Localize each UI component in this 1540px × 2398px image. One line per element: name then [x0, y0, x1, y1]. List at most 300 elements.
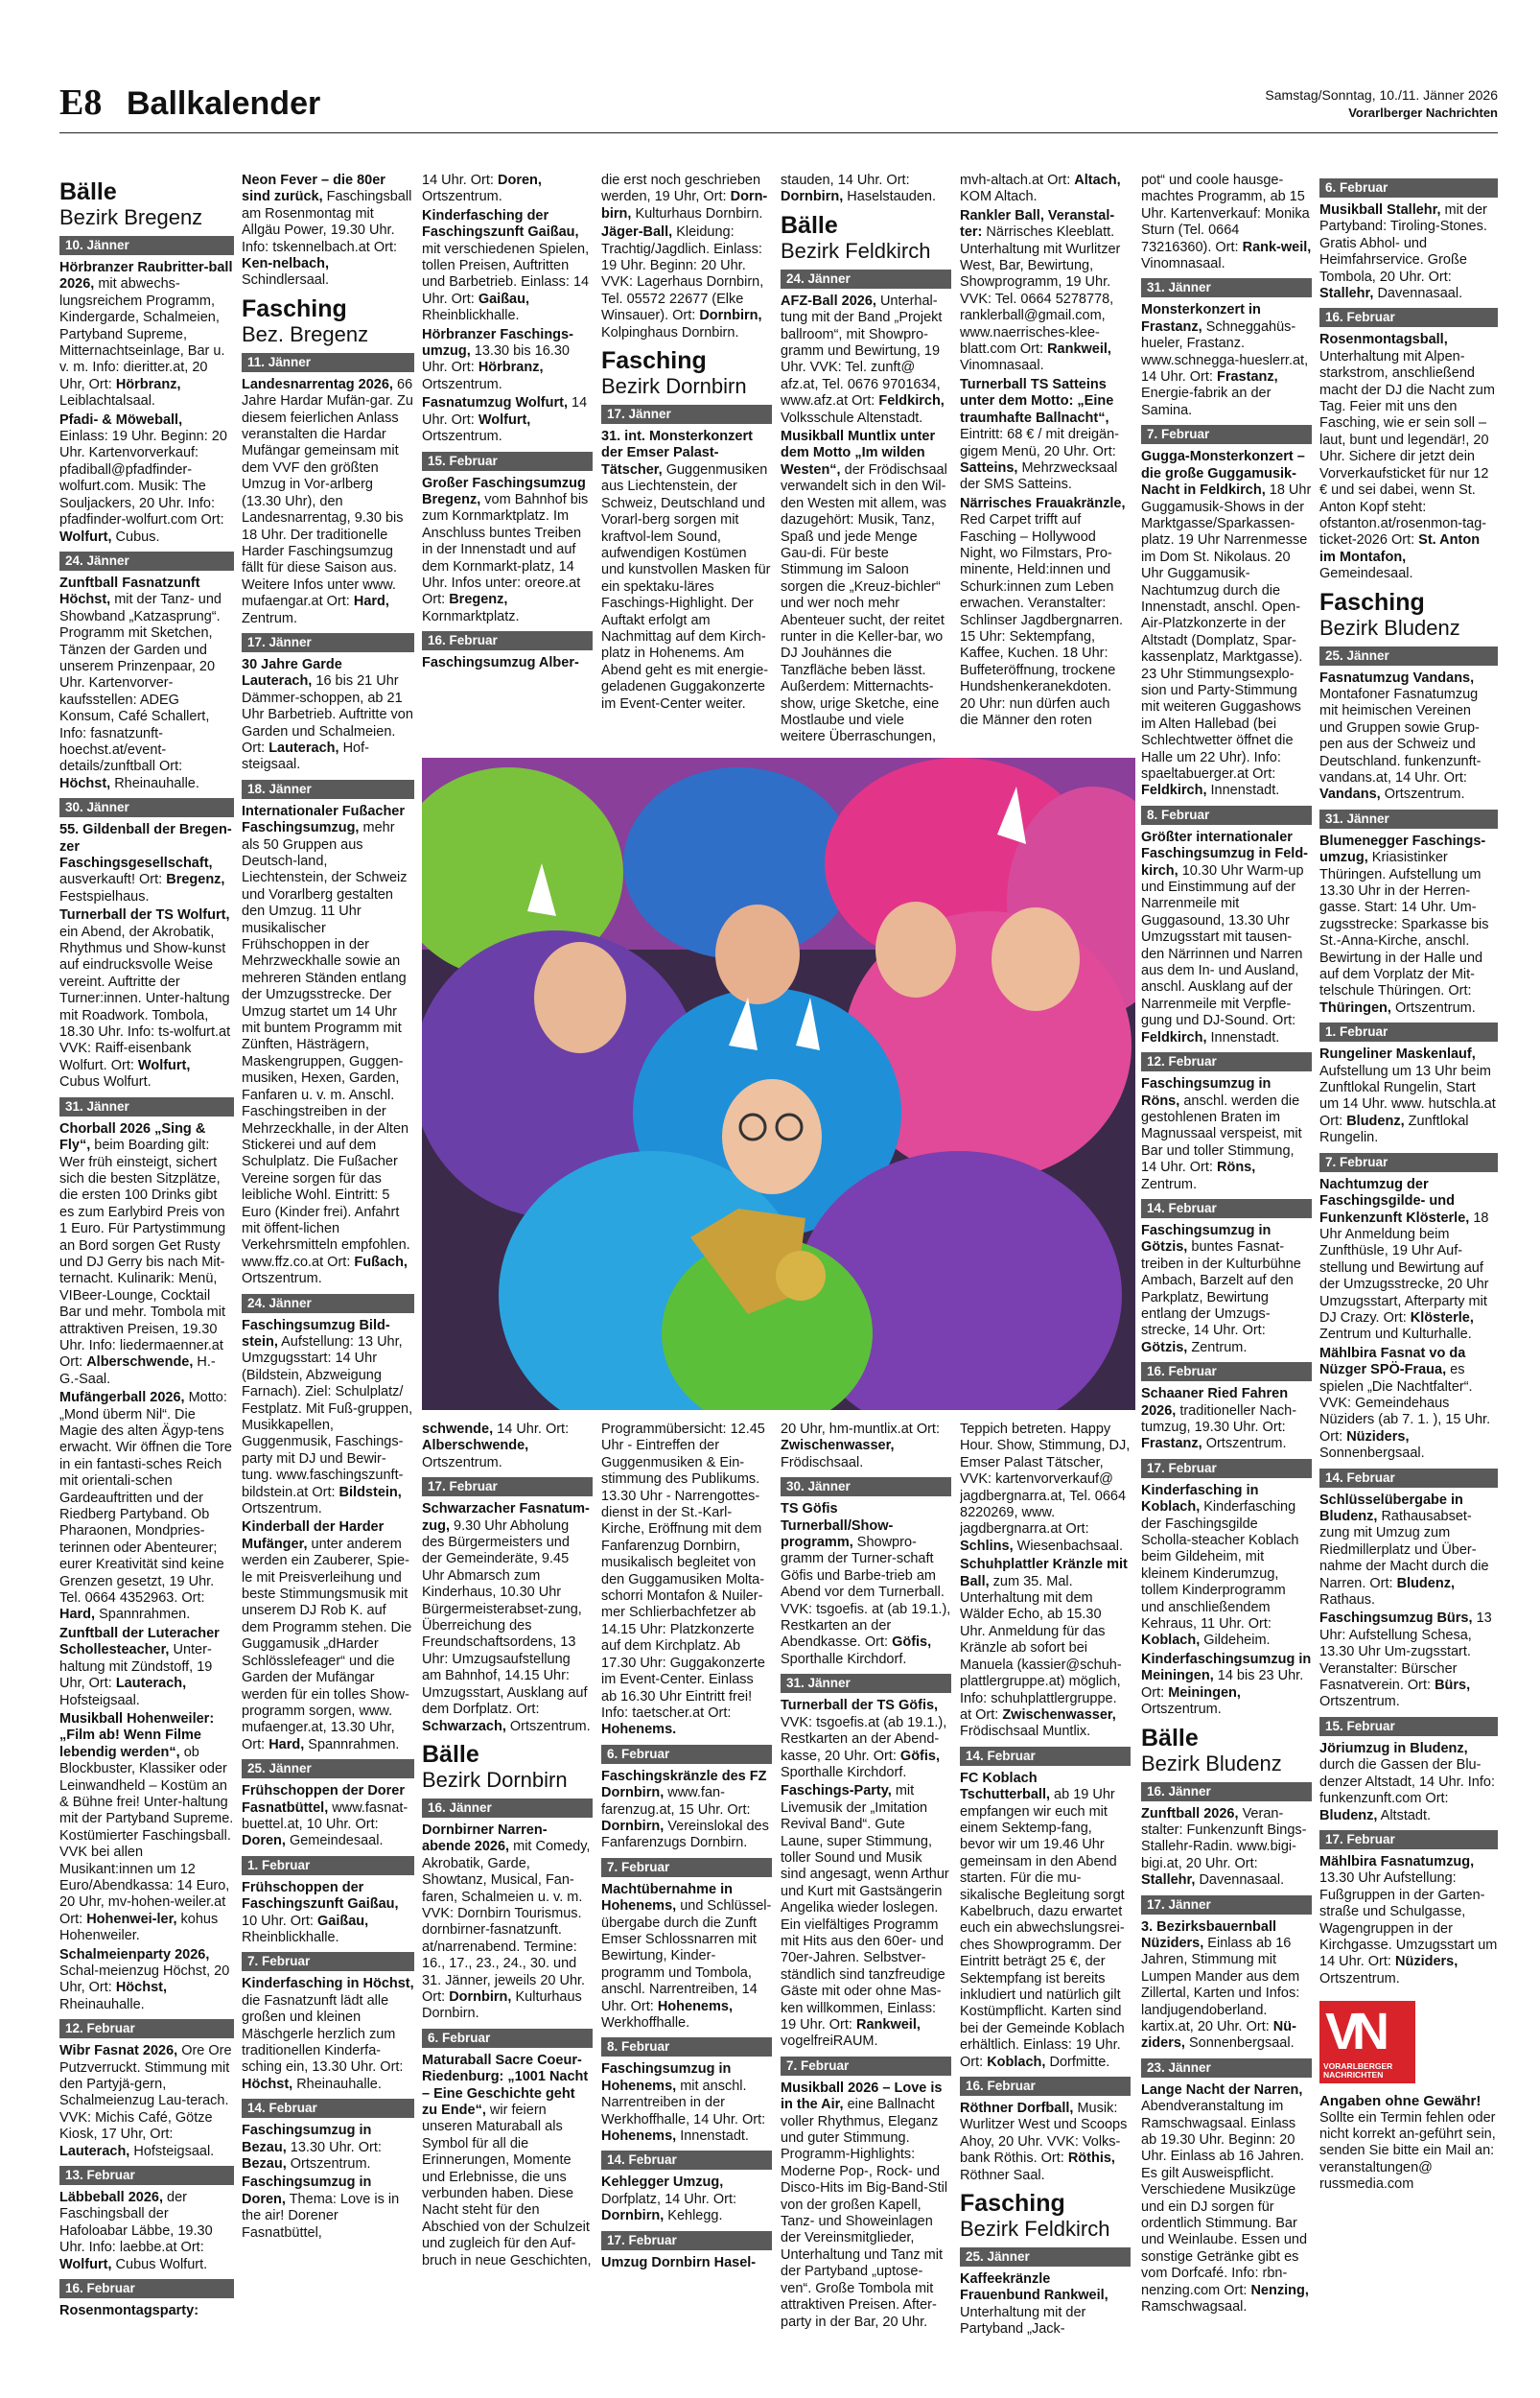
event-venue: Leiblachtalsaal.: [59, 393, 155, 410]
event-entry: [1319, 1610, 1498, 1710]
district-heading: Bezirk Feldkirch: [781, 238, 931, 263]
district-heading: Bez. Bregenz: [242, 321, 369, 346]
event-text: Unterhal-tung mit der Band „Projekt ballroom“, mit Showpro-gramm und Bewirtung, 19 Uhr. VVK: Tel. zunft@ afz.at, Tel. 0676 9701634, www.afz.at Ort:: [781, 293, 943, 410]
event-place: Höchst,: [242, 2076, 293, 2092]
date-bar: 17. Jänner: [601, 405, 772, 424]
event-venue: Ortszentrum.: [422, 376, 502, 392]
event-venue: Hofsteigsaal.: [59, 1692, 140, 1708]
event-venue: Rheinauhalle.: [59, 1996, 145, 2012]
event-place: Gaißau,: [478, 291, 530, 307]
section-heading: Fasching: [242, 294, 347, 322]
event-title: Röthner Dorfball,: [960, 2101, 1074, 2117]
date-bar: 12. Februar: [59, 2019, 234, 2038]
event-text: eine Ballnacht voller Rhythmus, Eleganz und guter Stimmung. Programm-Highlights: Moderne Pop-, Rock- und Disco-Hits im Big-Band-Stil von der großen Kapell, Tanz- und Showeinlagen der Vereinsmitglieder, Unterhaltung und Tanz mit der Partyband „uptose-ven“. Große Tombola mit attraktiven Preisen. After-party in der Bar, 20 Uhr.: [781, 2097, 948, 2330]
event-title: Chorball 2026 „Sing & Fly“,: [59, 1120, 206, 1154]
event-entry: [1141, 2082, 1312, 2316]
event-venue: Röthner Saal.: [960, 2167, 1045, 2183]
event-place: Lauterach,: [59, 2143, 130, 2159]
event-place: Dornbirn,: [601, 1818, 665, 1834]
event-title: Rosenmontagsball,: [1319, 332, 1448, 348]
page-number: E8: [59, 82, 103, 123]
event-text: 10.30 Uhr Warm-up und Einstimmung auf der Narrenmeile mit Guggasound, 13.30 Uhr Umzugsstart mit tausen-den Närrinnen und Narren aus dem In- und Ausland, anschl. Ausklang auf der Narrenmeile mit Verpfle-gung und DJ-Sound. Ort:: [1141, 862, 1304, 1029]
event-venue: Rheinblickhalle.: [242, 1929, 339, 1945]
event-venue: Frödischsaal.: [781, 1454, 864, 1470]
event-place: Lauterach,: [268, 740, 339, 756]
event-entry: [59, 907, 234, 1091]
event-venue: Gildeheim.: [1200, 1633, 1271, 1649]
event-text: ein Abend, der Akrobatik, Rhythmus und Show-kunst auf eindrucksvolle Weise vereint. Auftritte der Turner:innen. Unter-haltung mit Roadwork. Tombola, 18.30 Uhr. Info: ts-wolfurt.at VVK: Raiff-eisenbank Wolfurt. Ort:: [59, 924, 231, 1073]
date-bar: 7. Februar: [601, 1858, 772, 1877]
event-venue: Cubus Wolfurt.: [111, 2256, 208, 2272]
event-text: pot“ und coole hausge-machtes Programm, ab 15 Uhr. Kartenverkauf: Monika Sturn (Tel. 0664 73216360). Ort:: [1141, 173, 1310, 255]
event-entry: [59, 2190, 234, 2273]
event-title: Zunftball Fasnatzunft Höchst,: [59, 575, 200, 608]
event-entry: [242, 657, 414, 774]
event-entry: [59, 576, 234, 792]
event-venue: Cubus Wolfurt.: [59, 1074, 152, 1091]
section-title: Ballkalender: [127, 85, 321, 122]
event-text: 13 Uhr: Aufstellung Schesa, 13.30 Uhr Um-zugsstart. Veranstalter: Bürscher Fasnatverein. Ort:: [1319, 1610, 1492, 1694]
logo-subtitle: VORARLBERGER NACHRICHTEN: [1323, 2061, 1393, 2081]
section-heading: Bälle: [1141, 1724, 1199, 1751]
event-title: Rankler Ball, Veranstal-ter:: [960, 207, 1115, 241]
event-venue: Zentrum.: [1187, 1339, 1248, 1355]
event-title: Maturaball Sacre Coeur-Riedenburg: „1001 Nacht – Eine Geschichte geht zu Ende“,: [422, 2052, 589, 2118]
event-venue: Vinomnasaal.: [960, 358, 1044, 374]
district-heading: Bezirk Dornbirn: [422, 1767, 568, 1792]
event-entry: [59, 2043, 234, 2160]
date-bar: 24. Jänner: [59, 552, 234, 571]
event-place: Bregenz,: [449, 592, 508, 608]
date-bar: 16. Februar: [59, 2279, 234, 2298]
event-text: Schal-meienzug Höchst, 20 Uhr, Ort:: [59, 1963, 230, 1996]
event-place: Göfis,: [892, 1634, 932, 1651]
event-place: Doren,: [497, 173, 542, 188]
event-text: 10 Uhr. Ort:: [242, 1913, 317, 1929]
event-title: Neon Fever – die 80er sind zurück,: [242, 173, 385, 205]
event-entry: [242, 1318, 414, 1518]
event-place: Rankweil,: [1047, 341, 1111, 358]
date-bar: 14. Februar: [1141, 1199, 1312, 1218]
event-text: die Fasnatzunft lädt alle großen und kleinen Mäschgerle herzlich zum traditionellen Kinderfa-sching ein, 13.30 Uhr. Ort:: [242, 1992, 404, 2076]
date-bar: 1. Februar: [242, 1856, 414, 1875]
event-title: Läbbeball 2026,: [59, 2190, 163, 2206]
event-entry: [960, 1771, 1131, 2071]
event-venue: Davennasaal.: [1373, 286, 1463, 302]
date-bar: 13. Februar: [59, 2166, 234, 2185]
event-place: Gaißau,: [316, 1913, 369, 1929]
column-6-top: [960, 173, 1131, 748]
event-venue: Innenstadt.: [1206, 1029, 1280, 1046]
event-entry: [960, 1557, 1131, 1740]
event-entry: [601, 2061, 772, 2145]
event-title: Monsterkonzert in Frastanz,: [1141, 302, 1261, 335]
event-venue: Ortszentrum.: [422, 429, 502, 445]
header-rule: [59, 132, 1498, 133]
event-venue: Ortszentrum.: [242, 1271, 322, 1287]
date-bar: 24. Jänner: [242, 1294, 414, 1313]
event-entry: [960, 173, 1131, 206]
event-text: und Schlüssel-übergabe durch die Zunft Emser Schlossnarren mit Bewirtung, Kinder-programm und Tombola, anschl. Narrentreiben, 14 Uhr. Ort:: [601, 1898, 772, 2014]
event-text: Montafoner Fasnatumzug mit heimischen Vereinen und Gruppen sowie Grup-pen aus der Schweiz und Deutschland. funkenzunft-vandans.at, 14 Uhr. Ort:: [1319, 686, 1482, 786]
event-place: Wolfurt,: [59, 529, 112, 545]
event-entry: [1319, 1493, 1498, 1610]
date-bar: 17. Februar: [1141, 1459, 1312, 1478]
event-title: Landesnarrentag 2026,: [242, 376, 393, 392]
date-bar: 31. Jänner: [1319, 810, 1498, 829]
event-entry: [422, 1422, 593, 1471]
event-place: Röns,: [1216, 1160, 1256, 1176]
event-place: Alberschwende,: [422, 1438, 529, 1454]
event-place: Bezau,: [242, 2156, 287, 2173]
event-text: Teppich betreten. Happy Hour. Show, Stimmung, DJ, Emser Palast Tätscher, VVK: kartenvorverkauf@ jagdbergnarra.at, Tel. 0664 8220269, www. jagdbergnarra.at Ort:: [960, 1422, 1131, 1538]
event-entry: [242, 1976, 414, 2093]
event-entry: [601, 2175, 772, 2224]
event-venue: Festspielhaus.: [59, 888, 150, 905]
event-place: Frastanz,: [1216, 369, 1278, 386]
event-venue: Ortszentrum.: [1390, 999, 1476, 1016]
event-entry: [422, 173, 593, 206]
event-text: Unterhaltung mit der Partyband „Jack-: [960, 2304, 1086, 2338]
event-title: Turnerball der TS Göfis,: [781, 1698, 939, 1714]
event-place: Stallehr,: [1141, 1872, 1196, 1889]
event-title: Schwarzacher Fasnatum-zug,: [422, 1501, 590, 1534]
event-place: Bürs,: [1435, 1678, 1471, 1694]
event-place: Hohenems,: [601, 2128, 677, 2145]
event-title: Kinderball der Harder Mufänger,: [242, 1519, 385, 1552]
event-text: 13.30 bis 16.30 Uhr. Ort:: [422, 343, 570, 376]
event-entry: [601, 173, 772, 223]
event-title: Faschingsumzug in Bezau,: [242, 2123, 372, 2155]
event-text: vom Bahnhof bis zum Kornmarktplatz. Im Anschluss buntes Treiben in der Innenstadt und auf dem Kornmarkt-platz, 14 Uhr. Infos unter: oreore.at Ort:: [422, 491, 589, 608]
event-text: 14 Uhr. Ort:: [497, 1422, 570, 1437]
event-text: Showpro-gramm der Turner-schaft Göfis und Barbe-trieb am Abend vor dem Turnerball. VVK: tsgoefis. at (ab 19.1.), Restkarten an der Abendkasse. Ort:: [781, 1535, 951, 1651]
event-venue: KOM Altach.: [960, 189, 1038, 205]
event-place: Nü-ziders,: [1141, 2018, 1296, 2052]
event-title: Faschingskränzle des FZ Dornbirn,: [601, 1768, 767, 1801]
event-title: Fasnatumzug Vandans,: [1319, 670, 1475, 686]
event-entry: [422, 1822, 593, 2023]
event-title: Hörbranzer Faschings-umzug,: [422, 326, 573, 360]
event-entry: [1319, 1854, 1498, 1987]
event-entry: [242, 2123, 414, 2173]
event-text: 16 bis 21 Uhr Dämmer-schoppen, ab 21 Uhr Barbetrieb. Auftritte von Garden und Schalmeien. Ort:: [242, 673, 413, 756]
event-entry: [59, 412, 234, 546]
event-title: Nachtumzug der Faschingsgilde- und Funkenzunft Klösterle,: [1319, 1176, 1470, 1226]
event-venue: Innenstadt.: [676, 2128, 749, 2145]
date-bar: 10. Jänner: [59, 236, 234, 255]
district-heading: Bezirk Bludenz: [1141, 1751, 1282, 1775]
event-title: 55. Gildenball der Bregen-zer Faschingsgesellschaft,: [59, 822, 232, 871]
event-venue: Zentrum.: [1141, 1176, 1198, 1192]
event-entry: [242, 173, 414, 290]
event-place: Dornbirn,: [699, 308, 762, 324]
event-entry: [242, 1783, 414, 1850]
date-bar: 14. Februar: [960, 1747, 1131, 1766]
event-entry: [601, 1422, 772, 1739]
event-entry: [1141, 449, 1312, 800]
event-title: Faschingsumzug Bürs,: [1319, 1610, 1473, 1627]
event-text: 18 Uhr Guggamusik-Shows in der Marktgasse/Sparkassen-platz. 19 Uhr Narrenmesse im Dom St. Nikolaus. 20 Uhr Guggamusik-Nachtumzug durch die Innenstadt, anschl. Open-Air-Platzkonzerte in der Altstadt (Domplatz, Spar-kassenplatz, Marktgasse). 23 Uhr Stimmungsexplo-sion und Party-Stimmung mit weiteren Guggashows im Alten Hallebad (bei Schlechtwetter öffnet die Halle um 22 Uhr). Info: spaeltabuerger.at Ort:: [1141, 482, 1312, 782]
section-heading: Bälle: [422, 1740, 479, 1768]
date-bar: 17. Februar: [422, 1477, 593, 1496]
event-text: Rathausabset-zung mit Umzug zum Riedmillerplatz und Über-nahme der Macht durch die Narren. Ort:: [1319, 1509, 1489, 1591]
event-text: 13.30 Uhr. Ort:: [290, 2139, 382, 2155]
date-bar: 25. Jänner: [960, 2247, 1131, 2267]
disclaimer: Angaben ohne Gewähr!: [1319, 2093, 1482, 2110]
event-title: Kinderfasching in Koblach,: [1141, 1482, 1259, 1516]
event-text: mit anschl. Narrentreiben in der Werkhoffhalle, 14 Uhr. Ort:: [601, 2078, 766, 2128]
event-title: Rungeliner Maskenlauf,: [1319, 1046, 1476, 1063]
event-text: Unter-haltung mit Zündstoff, 19 Uhr, Ort:: [59, 1642, 213, 1692]
event-entry: [1141, 1386, 1312, 1453]
column-3-top: [422, 173, 593, 748]
event-text: mit der Partyband: Tiroling-Stones. Gratis Abhol- und Heimfahrservice. Große Tombola, 20 Uhr. Ort:: [1319, 202, 1487, 285]
date-bar: 30. Jänner: [59, 798, 234, 817]
event-place: St. Anton im Montafon,: [1319, 532, 1481, 565]
event-title: 31. int. Monsterkonzert der Emser Palast-Tätscher,: [601, 429, 753, 478]
event-venue: Zunftlokal Rungelin.: [1319, 1113, 1469, 1146]
event-entry: [1141, 302, 1312, 419]
event-entry: [1141, 1806, 1312, 1890]
event-entry: [422, 476, 593, 626]
event-place: Hard,: [59, 1607, 96, 1623]
event-text: beim Boarding gilt: Wer früh einsteigt, sichert sich die besten Sitzplätze, die ersten 100 Drinks gibt es zum Earlybird Preis von 1 Euro. Für Partystimmung an Bord sorgen Get Rusty und DJ Gerry bis nach Mit-ternacht. Kulinarik: Menü, VIBeer-Lounge, Cocktail Bar und mehr. Tombola mit attraktiven Preisen, 19.30 Uhr. Info: liedermaenner.at Ort:: [59, 1138, 226, 1371]
event-venue: Hofsteigsaal.: [129, 2143, 215, 2159]
event-text: Programmübersicht: 12.45 Uhr - Eintreffen der Guggenmusiken & Ein-stimmung des Publikums. 13.30 Uhr - Narrengottes-dienst in der St.-Karl-Kirche, Eröffnung mit dem Fanfarenzug Dornbirn, musikalisch begleitet von den Guggamusiken Molta-schorri Montafon & Nuiler-mer Schlierbachfetzer ab 14.15 Uhr: Platzkonzerte auf dem Kirchplatz. Ab 17.30 Uhr: Guggakonzerte im Event-Center. Einlass ab 16.30 Uhr Eintritt frei! Info: taetscher.at Ort:: [601, 1422, 765, 1721]
event-place: Thüringen,: [1319, 999, 1391, 1016]
event-venue: Mehrzwecksaal der SMS Satteins.: [960, 459, 1118, 493]
column-4-top: [601, 173, 772, 748]
event-entry: [781, 1501, 951, 1668]
event-venue: Spannrahmen.: [304, 1736, 400, 1752]
event-venue: Spannrahmen.: [95, 1607, 191, 1623]
date-bar: 14. Februar: [1319, 1469, 1498, 1488]
event-title: Musikball Hohenweiler: „Film ab! Wenn Filme lebendig werden“,: [59, 1710, 215, 1760]
date-bar: 11. Jänner: [242, 353, 414, 372]
event-text: der Frödischsaal verwandelt sich in den Wil-den Westen mit allem, was dazugehört: Musik, Tanz, Spaß und jede Menge Gau-di. Für beste Stimmung im Saloon sorgen die „Kreuz-bichler“ und wer noch mehr Abenteuer sucht, der reitet runter in die Keller-bar, wo DJ Jouhännes die Tanzfläche beben lässt. Außerdem: Mitternachts-show, urige Sketche, eine Mostlaube und viele weitere Überraschungen,: [781, 461, 947, 745]
date-bar: 7. Februar: [242, 1952, 414, 1971]
event-title: Frühschoppen der Faschingszunft Gaißau,: [242, 1879, 399, 1913]
event-entry: [422, 395, 593, 445]
event-venue: Cubus.: [111, 529, 160, 545]
date-bar: 7. Februar: [781, 2057, 951, 2076]
event-text: Guggenmusiken aus Liechtenstein, der Schweiz, Deutschland und Vorarl-berg sorgen mit kraftvol-lem Sound, aufwendigen Kostümen und kunstvollen Masken für ein spektaku-läres Faschings-Highlight. Der Auftakt erfolgt am Nachmittag auf dem Kirch-platz in Hohenems. Am Abend geht es mit energie-geladenen Guggakonzerte im Event-Center weiter.: [601, 461, 771, 712]
date-bar: 8. Februar: [601, 2037, 772, 2057]
date-bar: 6. Februar: [601, 1745, 772, 1764]
event-title: Größter internationaler Faschingsumzug in Feld-kirch,: [1141, 829, 1309, 879]
event-venue: Energie-fabrik an der Samina.: [1141, 386, 1272, 418]
event-title: Gugga-Monsterkonzert – die große Guggamusik-Nacht in Feldkirch,: [1141, 449, 1305, 499]
event-venue: Rheinblickhalle.: [422, 308, 520, 324]
event-title: Schalmeienparty 2026,: [59, 1946, 210, 1963]
event-title: Musikball Muntlix unter dem Motto „Im wilden Westen“,: [781, 429, 936, 478]
event-entry: [1319, 1046, 1498, 1146]
date-bar: 31. Jänner: [781, 1674, 951, 1693]
event-venue: Gemeindesaal.: [285, 1833, 384, 1849]
event-text: die erst noch geschrieben werden, 19 Uhr, Ort:: [601, 173, 761, 205]
event-place: Wolfurt,: [478, 411, 531, 428]
event-text: Aufstellung um 13 Uhr beim Zunftlokal Rungelin, Start um 14 Uhr. www. hutschla.at Ort:: [1319, 1063, 1496, 1129]
event-place: Schwarzach,: [422, 1718, 506, 1734]
event-place: Nüziders,: [1394, 1954, 1458, 1970]
date-bar: 17. Jänner: [242, 633, 414, 652]
event-place: Bludenz,: [1346, 1113, 1405, 1129]
event-entry: [1141, 1076, 1312, 1193]
event-place: Klösterle,: [1410, 1309, 1474, 1326]
event-place: Koblach,: [1141, 1633, 1201, 1649]
event-entry: [960, 2271, 1131, 2339]
event-venue: Ortszentrum.: [1380, 787, 1465, 803]
event-entry: [601, 2255, 772, 2271]
date-bar: 18. Jänner: [242, 780, 414, 799]
date-bar: 31. Jänner: [1141, 278, 1312, 297]
event-title: Blumenegger Faschings-umzug,: [1319, 833, 1486, 866]
event-text: Kleidung: Trachtig/Jagdlich. Einlass: 19 Uhr. Beginn: 20 Uhr. VVK: Lagerhaus Dornbirn, Tel. 05572 22677 (Elke Winsauer). Ort:: [601, 224, 764, 324]
event-title: Faschingsumzug in Doren,: [242, 2175, 372, 2207]
event-title: 30 Jahre Garde Lauterach,: [242, 656, 342, 690]
event-text: Schneggahüs-hueler, Frastanz. www.schnegga-hueslerr.at, 14 Uhr. Ort:: [1141, 318, 1309, 386]
event-text: wir feiern unseren Maturaball als Symbol für all die Erinnerungen, Momente und Erlebnisse, die uns verbunden haben. Diese Nacht steht für den Abschied von der Schulzeit und zugleich für den Auf-bruch in neue Geschichten,: [422, 2103, 592, 2269]
event-text: mit Comedy, Akrobatik, Garde, Showtanz, Musical, Fan-faren, Schalmeien u. v. m. VVK: Dornbirn Tourismus. dornbirner-fasnatzunft. at/narrenabend. Termine: 16., 17., 23., 24., 30. und 31. Jänner, jeweils 20 Uhr. Ort:: [422, 1839, 591, 2005]
event-place: Dornbirn,: [449, 1988, 512, 2005]
date-bar: 14. Februar: [242, 2099, 414, 2118]
district-heading: Bezirk Feldkirch: [960, 2217, 1110, 2242]
event-text: stauden, 14 Uhr. Ort:: [781, 173, 910, 188]
event-entry: [242, 1880, 414, 1947]
vn-logo: [1319, 2001, 1415, 2083]
event-text: der Faschingsball der Hafoloabar Läbbe, 19.30 Uhr. Info: laebbe.at Ort:: [59, 2190, 213, 2256]
event-text: mit abwechs-lungsreichem Programm, Kindergarde, Schalmeien, Partyband Supreme, Mitternachtseinlage, Bar u. v. m. Info: dieritter.at, 20 Uhr, Ort:: [59, 276, 225, 392]
event-entry: [242, 377, 414, 627]
event-venue: vogelfreiRAUM.: [781, 2034, 878, 2050]
event-title: Dornbirner Narren-abende 2026,: [422, 1822, 548, 1855]
event-place: Hörbranz,: [115, 376, 181, 392]
event-text: Ore Ore Putzverruckt. Stimmung mit den Partyjä-gern, Schalmeienzug Lau-terach. VVK: Michis Café, Götze Kiosk, 17 Uhr, Ort:: [59, 2043, 232, 2143]
event-place: Röthis,: [1067, 2151, 1115, 2167]
event-entry: [422, 1501, 593, 1735]
event-title: Turnerball TS Satteins unter dem Motto: „Eine traumhafte Ballnacht“,: [960, 376, 1114, 426]
event-entry: [1319, 202, 1498, 302]
event-venue: Hof-steigsaal.: [242, 740, 369, 773]
event-entry: [242, 1519, 414, 1753]
event-title: Kinderfasching der Faschingszunft Gaißau,: [422, 207, 579, 241]
date-bar: 16. Februar: [422, 631, 593, 650]
event-place: Koblach,: [987, 2054, 1046, 2070]
event-entry: [1319, 1177, 1498, 1344]
event-place: Alberschwende,: [86, 1354, 194, 1371]
event-venue: kohus Hohenweiler.: [59, 1911, 219, 1944]
date-bar: 7. Februar: [1319, 1153, 1498, 1172]
event-text: anschl. werden die gestohlenen Braten im Magnussaal verspeist, mit Bar und toller Stimmung, 14 Uhr. Ort:: [1141, 1093, 1302, 1176]
event-title: Machtübernahme in Hohenems,: [601, 1881, 733, 1915]
event-place: Feldkirch,: [1141, 1029, 1207, 1046]
event-place: Vandans,: [1319, 787, 1381, 803]
event-entry: [601, 429, 772, 713]
district-heading: Bezirk Bregenz: [59, 205, 203, 229]
event-entry: [59, 1711, 234, 1945]
event-venue: Rheinauhalle.: [110, 775, 199, 791]
event-place: Götzis,: [1141, 1339, 1188, 1355]
event-entry: [59, 1947, 234, 2014]
event-place: Höchst,: [59, 775, 111, 791]
event-place: Rank-weil,: [1242, 239, 1312, 255]
event-text: Musik: Wurlitzer West und Scoops Ahoy, 20 Uhr. VVK: Volks-bank Röthis. Ort:: [960, 2101, 1128, 2167]
event-place: Ken-nelbach,: [242, 256, 330, 272]
event-venue: Kornmarktplatz.: [422, 608, 520, 624]
event-title: Mählbira Fasnatumzug,: [1319, 1853, 1475, 1869]
event-text: Kriasistinker Thüringen. Aufstellung um 13.30 Uhr in der Herren-gasse. Start: 14 Uhr. Um-zugsstrecke: Sparkasse bis St.-Anna-Kirche, anschl. Bewirtung in der Halle und auf dem Vorplatz der Mit-telschule Thüringen. Ort:: [1319, 850, 1489, 999]
event-venue: Ortszentrum.: [286, 2156, 371, 2173]
event-place: Göfis,: [899, 1748, 941, 1764]
event-venue: Ramschwagsaal.: [1141, 2299, 1248, 2316]
date-bar: 30. Jänner: [781, 1477, 951, 1496]
event-text: ab 19 Uhr empfangen wir euch mit einem Sektemp-fang, bevor wir um 19.46 Uhr gemeinsam in den Abend starten. Für die mu-sikalische Begleitung sorgt Kabelbruch, dazu erwartet euch ein abwechslungsrei-ches Showprogramm. Der Eintritt beträgt 25 €, der Sektempfang ist bereits inkludiert und natürlich gilt Kostümpflicht. Karten sind bei der Gemeinde Koblach erhältlich. Einlass: 19 Uhr. Ort:: [960, 1787, 1125, 2070]
date-bar: 31. Jänner: [59, 1097, 234, 1117]
event-venue: Vereinslokal des Fanfarenzugs Dornbirn.: [601, 1818, 769, 1851]
event-place: Zwischenwasser,: [781, 1438, 895, 1454]
event-place: Feldkirch,: [878, 393, 945, 410]
event-entry: [59, 822, 234, 905]
event-text: mit der Tanz- und Showband „Katzasprung“. Programm mit Sketchen, Tänzen der Garden und unserem Prinzenpaar, 20 Uhr. Kartenvorver-kaufsstellen: ADEG Konsum, Café Schallert, Info: fasnatzunft-hoechst.at/event-details/zunftball Ort:: [59, 592, 222, 775]
column-3-bottom: [422, 1422, 593, 2350]
event-venue: Davennasaal.: [1195, 1872, 1285, 1889]
event-place: Stallehr,: [1319, 286, 1374, 302]
event-text: ausverkauft! Ort:: [59, 872, 167, 888]
event-venue: Ortszentrum.: [422, 189, 502, 205]
section-heading: Bälle: [781, 211, 838, 239]
event-entry: [781, 2081, 951, 2331]
event-title: Schuhplattler Kränzle mit Ball,: [960, 1557, 1128, 1589]
date-bar: 15. Februar: [422, 452, 593, 471]
date-bar: 12. Februar: [1141, 1052, 1312, 1071]
event-text: es spielen „Die Nachtfalter“. VVK: Gemeindehaus Nüziders (ab 7. 1. ), 15 Uhr. Ort:: [1319, 1362, 1491, 1445]
event-place: Nenzing,: [1250, 2282, 1309, 2298]
event-title: Musikball Stallehr,: [1319, 202, 1441, 218]
event-venue: Sporthalle Kirchdorf.: [781, 1651, 907, 1667]
event-title: Mufängerball 2026,: [59, 1390, 185, 1406]
event-venue: Volksschule Altenstadt.: [781, 410, 923, 426]
date-bar: 7. Februar: [1141, 425, 1312, 444]
event-title: Schlüsselübergabe in Bludenz,: [1319, 1492, 1463, 1524]
event-place: Altach,: [1074, 173, 1121, 188]
event-entry: [1141, 830, 1312, 1046]
event-place: Lauterach,: [115, 1676, 187, 1692]
date-bar: 24. Jänner: [781, 270, 951, 289]
event-title: Faschingsumzug Alber-: [422, 655, 579, 671]
event-title: Turnerball der TS Wolfurt,: [59, 907, 230, 924]
date-bar: 1. Februar: [1319, 1023, 1498, 1042]
event-text: unter anderem werden ein Zauberer, Spie-le mit Preisverleihung und beste Stimmungsmusik mit unserem DJ Rob K. auf dem Programm stehen. Die Guggamusik „dHarder Schlösslefeager“ und die Garden der Mufängar werden für ein tolles Show-programm sorgen, www. mufaenger.at, 13.30 Uhr, Ort:: [242, 1536, 412, 1752]
event-venue: Vinomnasaal.: [1141, 256, 1225, 272]
event-entry: [781, 294, 951, 427]
event-venue: Kehlegg.: [664, 2208, 723, 2224]
event-entry: [1319, 332, 1498, 582]
event-text: Thema: Love is in the air! Dorener Fasnatbüttel,: [242, 2191, 400, 2241]
date-bar: 6. Februar: [1319, 178, 1498, 198]
event-venue: H.-G.-Saal.: [59, 1354, 216, 1387]
event-title: Faschingsumzug in Götzis,: [1141, 1222, 1272, 1256]
event-entry: [1141, 1483, 1312, 1650]
event-title: Faschingsumzug in Röns,: [1141, 1076, 1272, 1109]
event-entry: [601, 1882, 772, 2033]
event-entry: [59, 1626, 234, 1709]
event-place: Schlins,: [960, 1538, 1014, 1554]
logo-letters: VN: [1325, 2003, 1383, 2061]
event-title: Musikball 2026 – Love is in the Air,: [781, 2080, 943, 2113]
event-title: Schaaner Ried Fahren 2026,: [1141, 1386, 1289, 1419]
event-venue: Innenstadt.: [1206, 783, 1280, 799]
